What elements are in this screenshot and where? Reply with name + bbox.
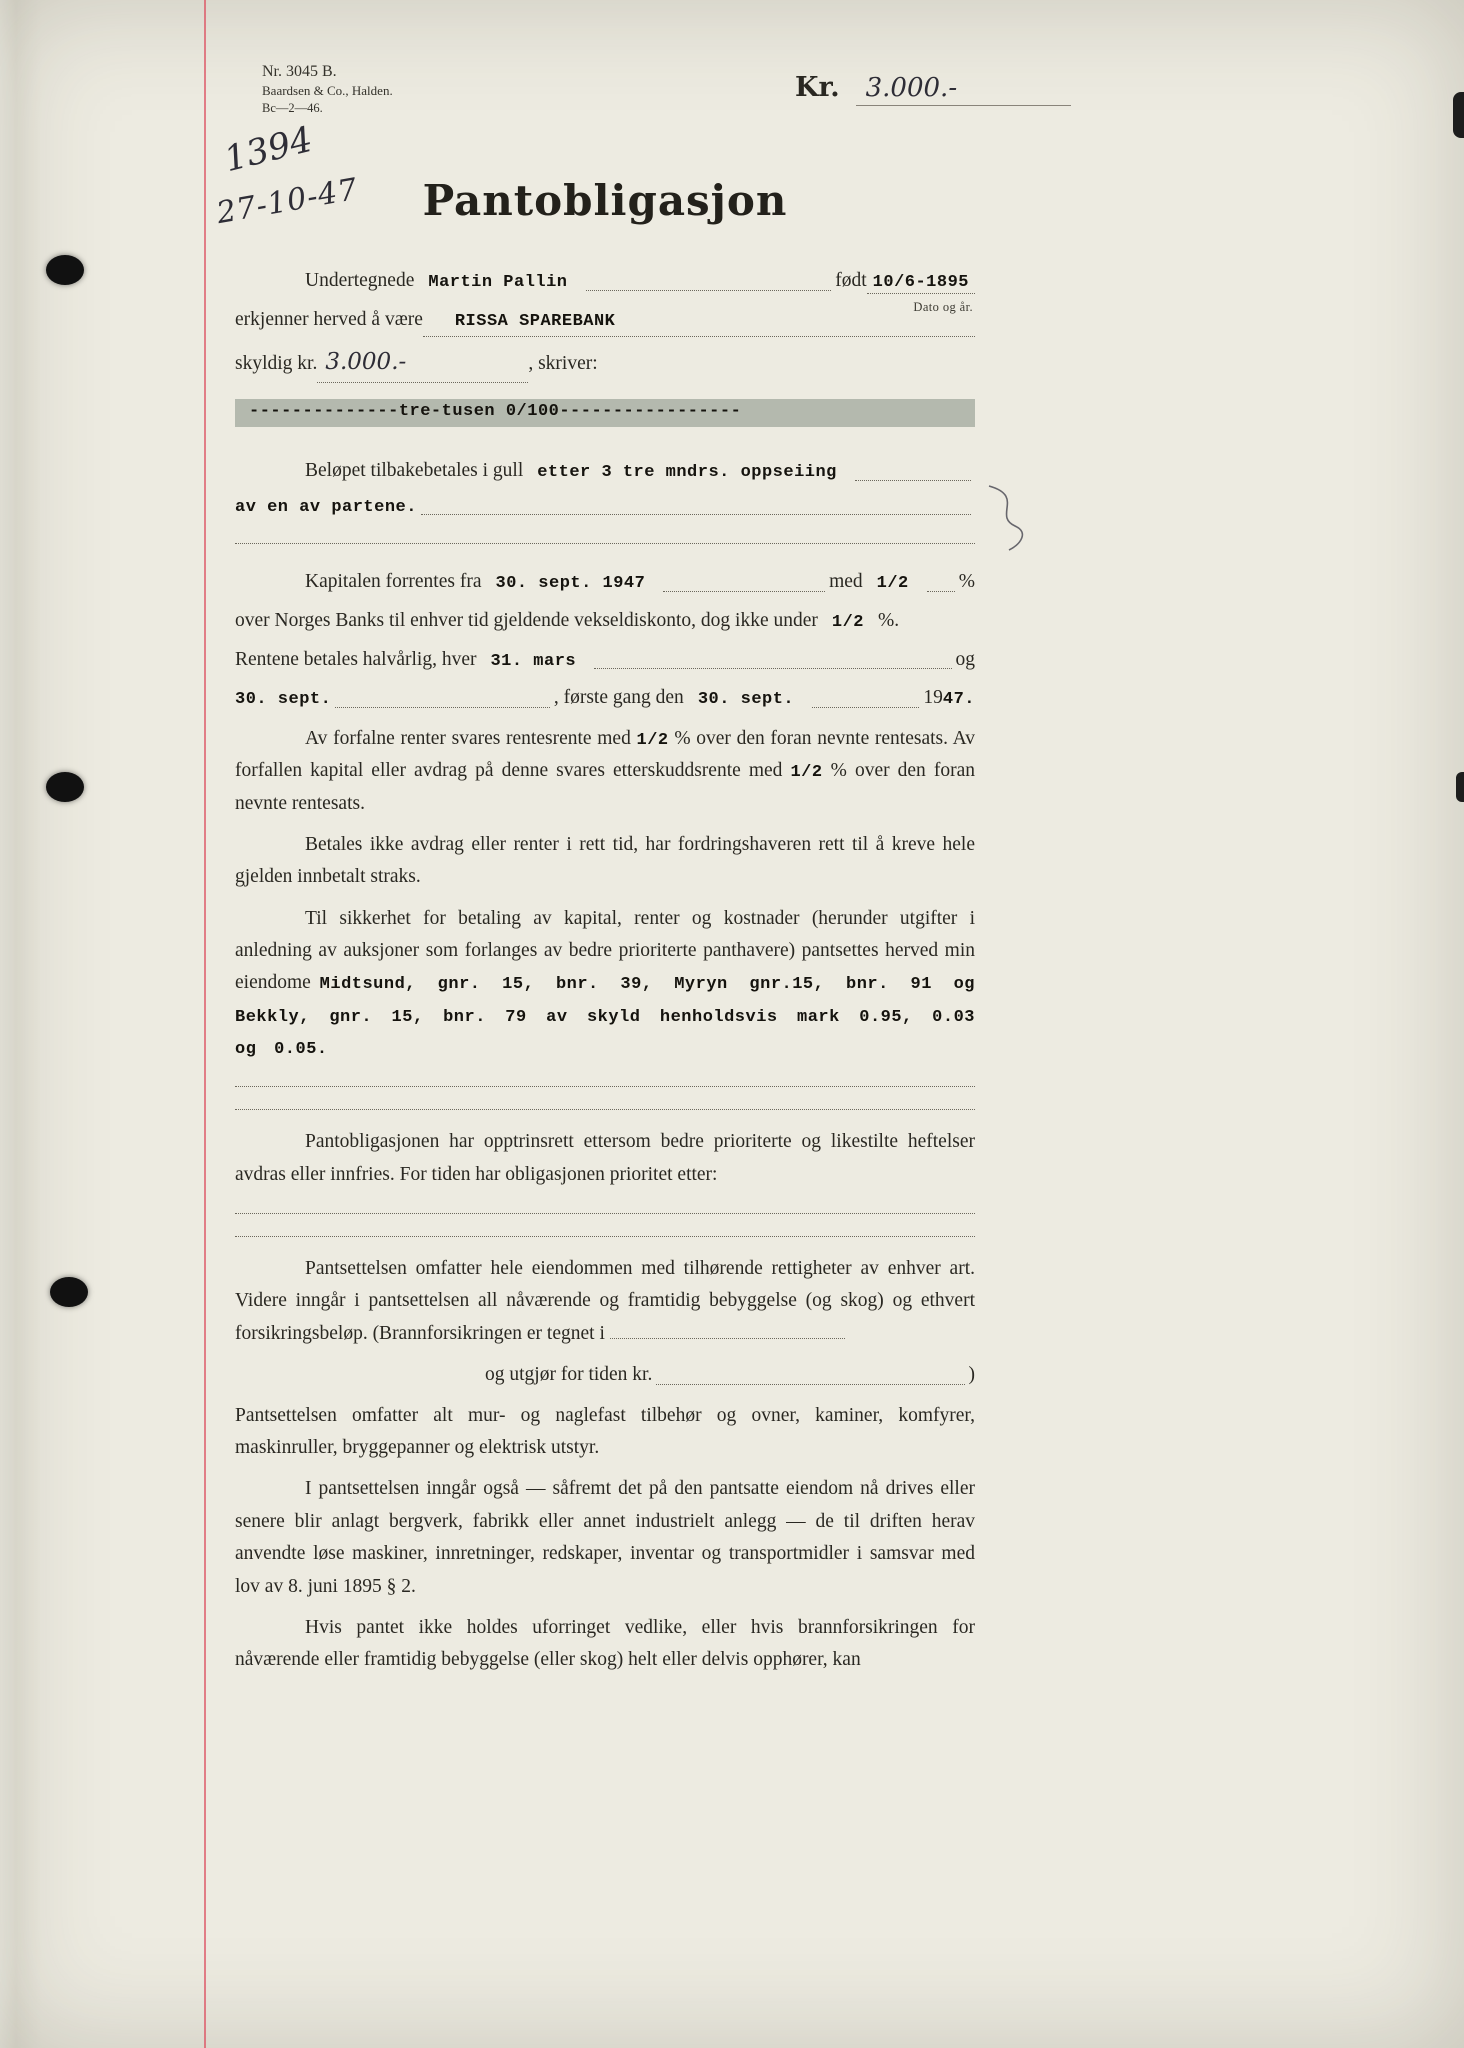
- form-body: [235, 176, 993, 1686]
- interest-rate-2: 1/2: [831, 613, 865, 633]
- undertegnede-label: Undertegnede: [305, 270, 415, 291]
- year-prefix: 19: [923, 687, 943, 709]
- dotted-fill: [335, 707, 550, 708]
- year-typed: 47.: [942, 690, 975, 710]
- printer-imprint: [262, 62, 393, 116]
- amount-row: [235, 344, 975, 383]
- kapitalen-label: Kapitalen forrentes fra: [305, 571, 482, 593]
- dotted-fill: [656, 1384, 964, 1385]
- kr-amount-handwritten: 3.000.-: [856, 73, 1071, 106]
- kr-label: Kr.: [795, 72, 840, 103]
- repayment-row-1: [235, 455, 975, 487]
- percent-sign: %.: [878, 610, 900, 632]
- punch-hole: [50, 1277, 88, 1307]
- dotted-rule: [235, 1109, 975, 1110]
- birthdate-group: [867, 269, 975, 315]
- printer-imprint-code: Bc—2—46.: [262, 100, 323, 115]
- creditor-value: RISSA SPAREBANK: [454, 311, 616, 331]
- close-paren: ): [968, 1364, 975, 1386]
- payment-date-2: 30. sept.: [235, 690, 332, 710]
- med-label: med: [829, 571, 863, 593]
- margin-line: [204, 0, 206, 2048]
- percent-sign: %: [958, 571, 975, 593]
- payment-date-1: 31. mars: [490, 651, 577, 671]
- creditor-row: [235, 304, 975, 338]
- amount-words-value: --------------tre-tusen 0/100-----------------: [249, 402, 742, 422]
- interest-row-2: [235, 605, 975, 637]
- journal-date-handwritten: 27-10-47: [214, 171, 361, 232]
- fixtures-paragraph: Pantsettelsen omfatter alt mur- og naglefast tilbehør og ovner, kaminer, komfyrer, maskinruller, bryggepanner og elektrisk utstyr.: [235, 1404, 975, 1459]
- repayment-typed-1: etter 3 tre mndrs. oppseiing: [537, 463, 837, 483]
- interest-rate-1: 1/2: [876, 574, 909, 594]
- debtor-row: [235, 265, 975, 315]
- utgjor-label: og utgjør for tiden kr.: [485, 1364, 653, 1386]
- priority-paragraph: Pantobligasjonen har opptrinsrett ettersom bedre prioriterte og likestilte heftelser avdras eller innfries. For tiden har obligasjonen prioritet etter:: [235, 1131, 975, 1185]
- pen-squiggle: [985, 478, 1045, 558]
- punch-hole: [46, 255, 84, 285]
- interest-row-3: [235, 644, 975, 676]
- industrial-paragraph: I pantsettelsen inngår også — såfremt det på den pantsatte eiendom nå drives eller senere blir anlagt bergverk, fabrikk eller annet industrielt anlegg — de til driften herav anvendte løse maskiner, innretninger, redskaper, inventar og transportmidler i samsvar med lov av 8. juni 1895 § 2.: [235, 1478, 975, 1597]
- repayment-printed-label: Beløpet tilbakebetales i gull: [305, 460, 524, 482]
- fodt-label: født: [835, 270, 867, 291]
- surcharge-seg-b: % over den foran nevnte rentesats. Av forfallen kapital eller avdrag på denne svares etterskuddsrente med: [235, 727, 975, 782]
- dotted-fill: [663, 591, 825, 592]
- coverage-text: Pantsettelsen omfatter hele eiendommen med tilhørende rettigheter av enhver art. Videre inngår i pantsettelsen all nåværende og framtidig bebyggelse (og skog) og ethvert forsikringsbeløp. (Brannforsikringen er tegnet i: [235, 1258, 975, 1344]
- dotted-fill: [812, 707, 919, 708]
- interest-row-1: [235, 566, 975, 598]
- interest-surcharge-paragraph: [235, 723, 975, 820]
- amount-words-band: [235, 399, 975, 427]
- erkjenner-label: erkjenner herved å være: [235, 308, 423, 330]
- printer-imprint-number: Nr. 3045 B.: [262, 63, 337, 80]
- amount-header: [795, 72, 1071, 106]
- dotted-fill: [586, 290, 832, 291]
- scan-edge-artifact: [1453, 92, 1464, 138]
- birthdate-value: 10/6-1895: [867, 273, 975, 294]
- coverage-paragraph: [235, 1253, 975, 1350]
- first-payment-date: 30. sept.: [697, 690, 795, 710]
- creditor-fill: [423, 308, 975, 338]
- debtor-name-value: Martin Pallin: [428, 273, 568, 292]
- amount-fill: [317, 344, 528, 383]
- surcharge-seg-c: % over den foran nevnte rentesats.: [235, 760, 975, 814]
- dotted-rule: [235, 543, 975, 544]
- interest-row-4: [235, 682, 975, 714]
- insurance-amount-row: [485, 1359, 975, 1391]
- dotted-fill: [855, 480, 971, 481]
- surcharge-rate-1: 1/2: [636, 730, 669, 750]
- amount-handwritten: 3.000.-: [325, 349, 407, 376]
- dotted-rule: [235, 1236, 975, 1237]
- maintenance-paragraph: Hvis pantet ikke holdes uforringet vedlike, eller hvis brannforsikringen for nåværende eller framtidig bebyggelse (eller skog) helt eller delvis opphører, kan: [235, 1616, 975, 1671]
- skriver-label: , skriver:: [528, 353, 598, 375]
- interest-start-date: 30. sept. 1947: [495, 574, 646, 594]
- forste-gang-label: , første gang den: [553, 687, 684, 709]
- printer-imprint-company: Baardsen & Co., Halden.: [262, 82, 393, 98]
- document-title: Pantobligasjon: [422, 176, 788, 225]
- diskonto-label: over Norges Banks til enhver tid gjeldende vekseldiskonto, dog ikke under: [235, 610, 818, 632]
- security-printed: Til sikkerhet for betaling av kapital, renter og kostnader (herunder utgifter i anledning av auksjoner som forlanges av bedre prioriterte panthavere) pantsettes herved min eiendome: [235, 907, 975, 994]
- og-label: og: [955, 648, 975, 670]
- default-clause-paragraph: Betales ikke avdrag eller renter i rett tid, har fordringshaveren rett til å kreve hele gjelden innbetalt straks.: [235, 833, 975, 888]
- scan-edge-artifact: [1456, 772, 1464, 802]
- rentene-label: Rentene betales halvårlig, hver: [235, 648, 477, 670]
- dotted-fill: [927, 591, 955, 592]
- dotted-fill: [610, 1338, 845, 1339]
- security-paragraph: [235, 903, 993, 1065]
- surcharge-rate-2: 1/2: [790, 763, 823, 783]
- journal-number-handwritten: 1394: [220, 119, 317, 181]
- dotted-fill: [421, 514, 971, 515]
- dotted-fill: [594, 668, 951, 669]
- surcharge-seg-a: Av forfalne renter svares rentesrente med: [305, 727, 631, 749]
- punch-hole: [46, 772, 84, 802]
- repayment-row-2: [235, 494, 975, 522]
- dotted-rule: [235, 1213, 975, 1214]
- skyldig-label: skyldig kr.: [235, 353, 318, 375]
- dato-og-ar-label: Dato og år.: [913, 300, 973, 315]
- pledged-properties-typed: Midtsund, gnr. 15, bnr. 39, Myryn gnr.15, bnr. 91 og Bekkly, gnr. 15, bnr. 79 av skyld henholdsvis mark 0.95, 0.03 og 0.05.: [235, 975, 993, 1060]
- dotted-rule: [235, 1086, 975, 1087]
- repayment-typed-2: av en av partene.: [235, 497, 417, 517]
